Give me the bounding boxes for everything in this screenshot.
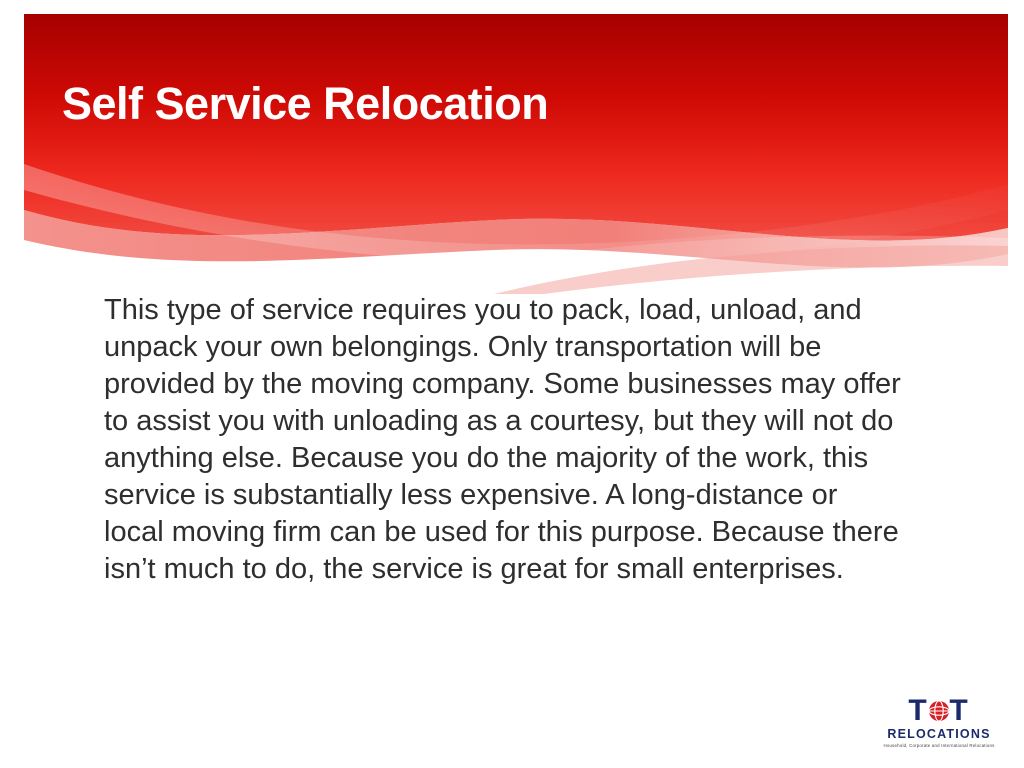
logo-letter-left: T <box>908 694 929 727</box>
logo-tagline: Household, Corporate and International Relocations <box>883 743 995 748</box>
banner-graphic <box>24 14 1008 294</box>
logo-wordmark <box>876 694 1002 728</box>
company-logo <box>876 694 1002 748</box>
globe-icon <box>927 699 951 723</box>
body-paragraph: This type of service requires you to pack, load, unload, and unpack your own belongings. Only transportation will be provided by the moving company. Some businesses may offer to assist you with unloading as a courtesy, but they will not do anything else. Because you do the majority of the work, this service is substantially less expensive. A long-distance or local moving firm can be used for this purpose. Because there isn’t much to do, the service is great for small enterprises. <box>104 294 901 585</box>
logo-name: RELOCATIONS <box>887 727 991 741</box>
page-title: Self Service Relocation <box>62 78 549 129</box>
header-banner <box>24 14 1008 294</box>
logo-letter-right: T <box>949 694 970 727</box>
